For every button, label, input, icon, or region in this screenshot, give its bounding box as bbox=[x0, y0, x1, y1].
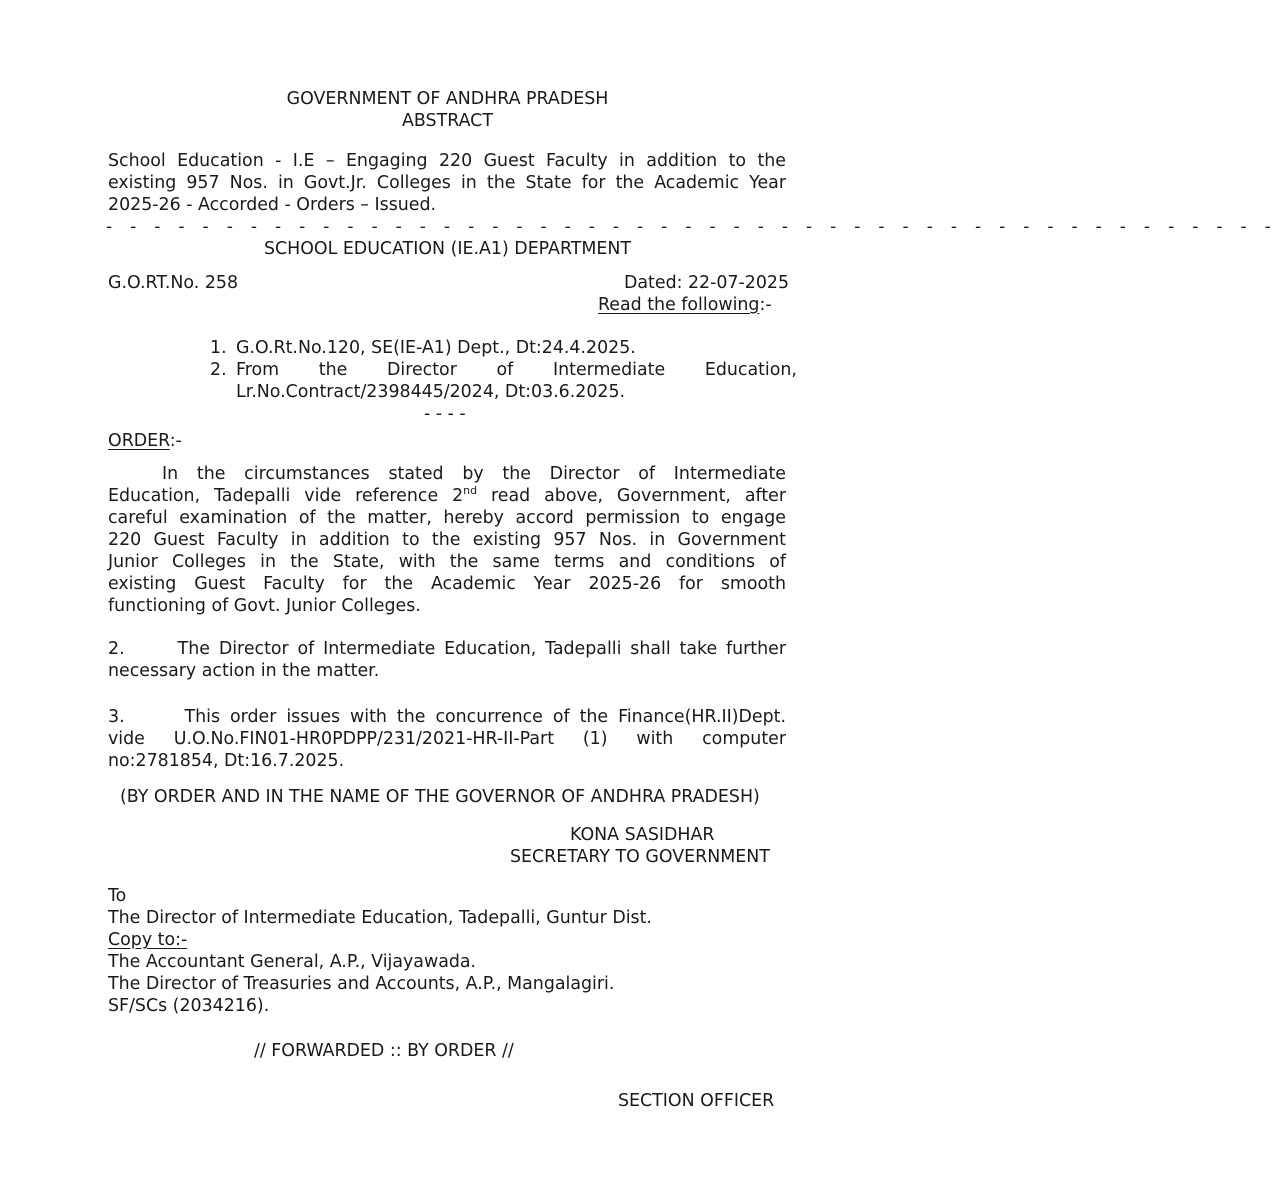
para1-line-2-rest: read above, Government, after bbox=[477, 486, 786, 506]
addressee: The Director of Intermediate Education, Tadepalli, Guntur Dist. bbox=[108, 908, 652, 928]
reference-2-word: the bbox=[318, 360, 348, 380]
separator-line: - - - - - - - - - - - - - - - - - - - - - - - - - - - - - - - - - - - - - - - - - - - - - - - - - bbox=[106, 217, 1277, 237]
order-heading-suffix: :- bbox=[169, 431, 182, 451]
reference-2-word: of bbox=[496, 360, 514, 380]
para1-line-5: Junior Colleges in the State, with the same terms and conditions of bbox=[108, 552, 786, 572]
signatory-name: KONA SASIDHAR bbox=[570, 825, 715, 845]
reference-2-line-2: Lr.No.Contract/2398445/2024, Dt:03.6.2025. bbox=[236, 382, 626, 402]
copy-to-label: Copy to:- bbox=[108, 930, 188, 950]
reference-2-word: Intermediate bbox=[552, 360, 666, 380]
copy-recipient-1: The Accountant General, A.P., Vijayawada. bbox=[108, 952, 477, 972]
subject-line-3: 2025-26 - Accorded - Orders – Issued. bbox=[108, 195, 437, 215]
para2-line-1: 2. The Director of Intermediate Education, Tadepalli shall take further bbox=[108, 639, 786, 659]
reference-2-word: Director bbox=[386, 360, 457, 380]
references-end-mark: - - - - bbox=[424, 404, 466, 424]
para1-line-6: existing Guest Faculty for the Academic Year 2025-26 for smooth bbox=[108, 574, 786, 594]
para2-line-2: necessary action in the matter. bbox=[108, 661, 380, 681]
order-number: G.O.RT.No. 258 bbox=[108, 273, 239, 293]
subject-line-2: existing 957 Nos. in Govt.Jr. Colleges in the State for the Academic Year bbox=[108, 173, 786, 193]
para1-line-3: careful examination of the matter, hereby accord permission to engage bbox=[108, 508, 786, 528]
ordinal-suffix: nd bbox=[463, 484, 478, 497]
para3-line-2: vide U.O.No.FIN01-HR0PDPP/231/2021-HR-II-Part (1) with computer bbox=[108, 729, 786, 749]
copy-recipient-2: The Director of Treasuries and Accounts, A.P., Mangalagiri. bbox=[108, 974, 615, 994]
subject-line-1: School Education - I.E – Engaging 220 Guest Faculty in addition to the bbox=[108, 151, 786, 171]
order-date: Dated: 22-07-2025 bbox=[624, 273, 790, 293]
para1-line-1: In the circumstances stated by the Director of Intermediate bbox=[162, 464, 786, 484]
para1-line-7: functioning of Govt. Junior Colleges. bbox=[108, 596, 421, 616]
by-order-statement: (BY ORDER AND IN THE NAME OF THE GOVERNOR OF ANDHRA PRADESH) bbox=[120, 787, 760, 807]
to-label: To bbox=[108, 886, 127, 906]
read-the-following-label: Read the following bbox=[598, 295, 760, 315]
reference-2-word: Education, bbox=[704, 360, 797, 380]
reference-2-word: From bbox=[236, 360, 280, 380]
forwarded-by-order: // FORWARDED :: BY ORDER // bbox=[254, 1041, 514, 1061]
section-officer: SECTION OFFICER bbox=[618, 1091, 775, 1111]
department-name: SCHOOL EDUCATION (IE.A1) DEPARTMENT bbox=[263, 239, 632, 259]
para1-line-4: 220 Guest Faculty in addition to the existing 957 Nos. in Government bbox=[108, 530, 786, 550]
abstract-title: ABSTRACT bbox=[402, 111, 493, 131]
copy-recipient-3: SF/SCs (2034216). bbox=[108, 996, 270, 1016]
para1-line-2 bbox=[108, 485, 786, 507]
reference-2-line-1 bbox=[236, 359, 797, 381]
signatory-title: SECRETARY TO GOVERNMENT bbox=[510, 847, 770, 867]
order-heading-label: ORDER bbox=[108, 431, 170, 451]
read-the-following bbox=[598, 294, 772, 316]
reference-1-number: 1. bbox=[210, 338, 227, 358]
reference-1: G.O.Rt.No.120, SE(IE-A1) Dept., Dt:24.4.2025. bbox=[236, 338, 636, 358]
read-suffix: :- bbox=[759, 295, 772, 315]
order-heading bbox=[108, 430, 182, 452]
para3-line-1: 3. This order issues with the concurrence of the Finance(HR.II)Dept. bbox=[108, 707, 786, 727]
reference-2-number: 2. bbox=[210, 360, 227, 380]
government-title: GOVERNMENT OF ANDHRA PRADESH bbox=[286, 89, 609, 109]
para3-line-3: no:2781854, Dt:16.7.2025. bbox=[108, 751, 345, 771]
para1-line-2-text: Education, Tadepalli vide reference 2 bbox=[108, 486, 464, 506]
